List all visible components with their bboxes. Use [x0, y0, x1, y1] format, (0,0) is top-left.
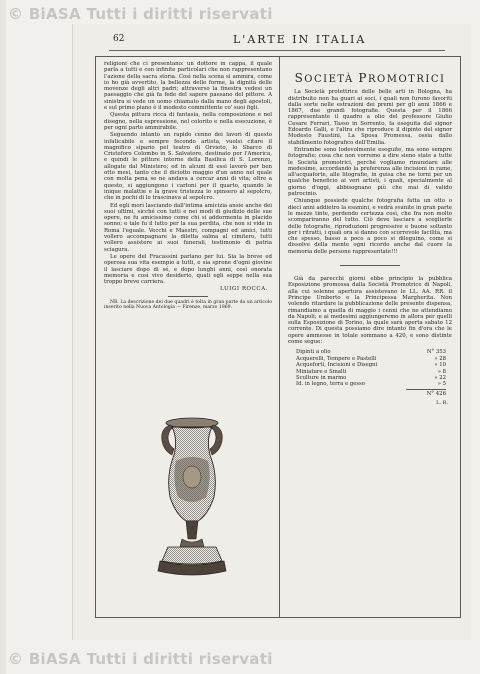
- left-paragraph: Ed egli morì lasciando dall'intima amicizia ansie anche dei suoi ultimi, sicché con tutti e nei modi di giudizio delle sue opere, ne fu amicissimo come chi si addormenta in placido sonno; e tale fu il lutto per la sua perdita, che non si vide in Roma l'eguale. Vecchi e Maestri, compagni ed amici, tutti vollero accompagnare la diletta salma al cimitero, tutti vollero assistere ai suoi funerali, testimonio di patria sciagura.: [104, 202, 272, 253]
- left-column: [104, 61, 272, 311]
- page-number: 62: [113, 34, 125, 44]
- watermark-top: © BiASA Tutti i diritti riservati: [8, 5, 273, 23]
- left-paragraph: Seguendo intanto un rapido cenno dei lavori di questo infaticabile e sempre fecondo artista, vuolsi citare il magnifico sipario pel teatro di Orvieto, lo Sbarco di Cristoforo Colombo in S. Salvatore, destinato per l'America, e quindi le pitture interne della Basilica di S. Lorenzo, allogate dal Ministero; ed in alcuni di essi lavorò per ben otto mesi, tanto che il diciotto maggio d'un anno nel quale con molta pena se ne andava a cercar anni di vita; oltre a questo, si aggiungono i cartoni per il quarto, quando le inique malattie e la grave tristezza lo spinsero al sepolcro, che in pochi di lo trascinava al sepolcro.: [104, 132, 272, 202]
- table-row: Miniature e Smalti » 8: [296, 368, 446, 375]
- author-signature: LUIGI ROCCA.: [220, 286, 268, 293]
- left-paragraph: religioni che ci presentano: un dottore in cappa, il quale parla a tutti e con infinite particolari che non rappresentano l'azione della sacra storia. Così nella scena si ammira, come io ho già avvertito, la bellezza delle forme, la dignità delle movenze degli altri padri; attraverso la finestra vedesi un paesaggio che già fa fede del sapere paesano del pittore. A sinistra si vede un uomo chiamato dalla mano degli apostoli, e sul primo piano è il modesto committente co' suoi figli.: [104, 61, 272, 112]
- section-title: SOCIETÀ PROMOTRICI: [294, 71, 446, 85]
- watermark-bottom: © BiASA Tutti i diritti riservati: [8, 650, 273, 668]
- right-column: [288, 67, 452, 406]
- total-rule: [406, 389, 446, 390]
- table-row: Acqueforti, Incisioni e Disegni » 10: [296, 362, 446, 369]
- left-paragraph: Le opere del Fracassini parlano per lui. Sia la breve ed operosa sua vita esempio a tutti, e sia sprone d'ogni giovine il lasciare dopo di sé, e dopo lunghi anni, così onorata memoria e così vivo desiderio, quali egli seppe nella sua troppo breve carriera.: [104, 253, 272, 286]
- scan-margin: [0, 0, 6, 674]
- column-divider: [279, 57, 280, 617]
- right-paragraph: La Società protettrice delle belle arti in Bologna, ha distribuito non ha guari ai soci, i quali non furono favoriti dalla sorte nelle estrazioni dei premi per gli anni 1866 e 1867, due grandi fotografie. Questa per il 1866 rappresentante il quadro a olio del professore Giulio Cesare Ferrari, Tasso in Sorrento, fa eseguita dal signor Edoardo Galli, e l'altra che riproduce il dipinto del signor Modesto Faustini, La Sposa Promessa, ossia dallo stabilimento fotografico dell'Emilia.: [288, 89, 452, 146]
- table-row: Id. in legno, terra e gesso » 5: [296, 381, 446, 388]
- table-row: Acquerelli, Tempere e Pastelli » 28: [296, 355, 446, 362]
- initials: L. R.: [436, 400, 448, 407]
- right-paragraph: Già da parecchi giorni ebbe principio la pubblica Esposizione promossa dalla Società Promotrice di Napoli, alla cui solenne apertura assistevano le LL. AA. RR. il Principe Umberto e la Principessa Margherita. Non volendo ritardare la pubblicazione delle presente dispensa, rimandiamo a quella di maggio i cenni che ne attendiamo da Napoli; e ai medesimi aggiungeremo in allora per quelli sulla Esposizione di Torino, la quale sarà aperta sabato 12 corrente. Di questa possiamo dire intanto fin d'ora che le opere ammesse in totale sommano a 420, e sono distinte come segue:: [288, 276, 452, 345]
- table-row: Sculture in marmo » 22: [296, 374, 446, 381]
- header-rule: [109, 50, 445, 51]
- total-count: N° 426: [426, 390, 446, 397]
- table-row: Dipinti a olio N° 353: [296, 349, 446, 356]
- right-paragraph: Chiunque possiede qualche fotografia fatta un otto o dieci anni addietro la esamini, e vedrà svanite in gran parte le mezze tinte, perdendo certezza così, che fra non molto scompariranno del tutto. Ciò deve lasciare a sceglierle delle fotografie, riproduzioni progressive e buone soltanto per i ritratti, i quali ora si danno con scorrevole facilità, ma che spesso, basso a poco a poco si dileguino, come si dissolve della mente ogni ricordo anche dal cuore la memoria delle persone rappresentate!!!: [288, 198, 452, 255]
- section-separator: [340, 265, 400, 266]
- right-paragraph: Entrambe sono lodevolmente eseguite, ma sono sempre fotografie; cosa che non vorremo a dire sieno state a tutte le Società promotrici, perché vogliamo rinunziare alle medesime, accordando la preferenza alle incisioni in rame, all'acquaforte, alle litografie, in guisa che ne torni per un qualche beneficio ai veri artisti, i quali, specialmente al giorno d'oggi, abbisognano più che mai di valido patrocinio.: [288, 146, 452, 198]
- short-rule: [168, 296, 208, 297]
- two-column-frame: [95, 56, 461, 618]
- works-count-table: [296, 349, 446, 387]
- journal-page: [72, 24, 471, 640]
- vase-engraving: [152, 415, 232, 587]
- vase-illustration: [152, 415, 232, 587]
- left-paragraph: Questa pittura ricca di fantasia, nella composizione e nel disegno, nella espressione, nel colorito e nella esecuzione, è per ogni parte ammirabile.: [104, 112, 272, 131]
- footnote: NB. La descrizione dei due quadri è tolta in gran parte da un articolo inserito nella Nuova Antologia — Firenze, marzo 1869.: [104, 299, 272, 311]
- running-title: L'ARTE IN ITALIA: [233, 33, 367, 46]
